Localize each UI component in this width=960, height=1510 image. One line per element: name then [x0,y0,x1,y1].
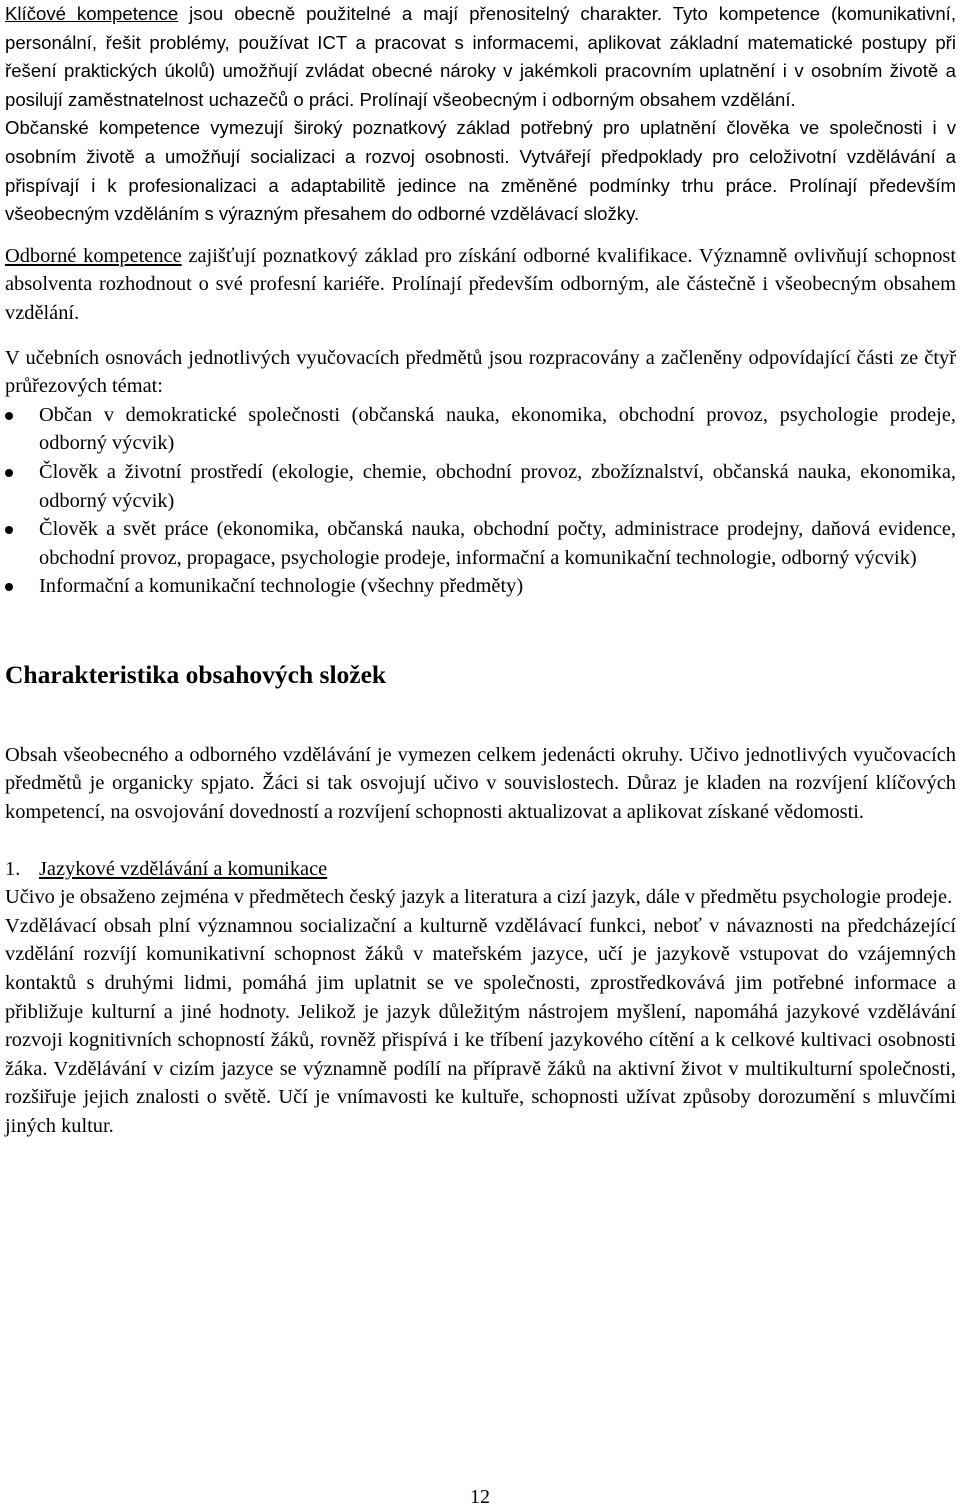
key-competences-term: Klíčové kompetence [5,3,179,24]
professional-competences-term: Odborné kompetence [5,244,182,267]
section-1-title [5,855,956,884]
section-heading: Charakteristika obsahových složek [5,659,387,689]
list-item: Člověk a svět práce (ekonomika, občanská nauka, obchodní počty, administrace prodejny, daňová evidence, obchodní provoz, propagace, psychologie prodeje, informační a komunikační technologie, odborný výcvik) [5,515,956,572]
section-1-paragraph-b: Vzdělávací obsah plní významnou socializační a kulturně vzdělávací funkci, neboť v návaznosti na předcházející vzdělání rozvíjí komunikativní schopnost žáků v mateřském jazyce, učí je jazykově vstupovat do vzájemných kontaktů s druhými lidmi, pomáhá jim uplatnit se ve společnosti, zprostředkovává jim potřebné informace a přibližuje kulturní a jiné hodnoty. Jelikož je jazyk důležitým nástrojem myšlení, napomáhá jazykové vzdělávání rozvoji kognitivních schopností žáků, rovněž přispívá i ke tříbení jazykového cítění a k celkové kultivaci osobnosti žáka. Vzdělávání v cizím jazyce se významně podílí na přípravě žáků na aktivní život v multikulturní společnosti, rozšiřuje jejich znalosti o světě. Učí je vnímavosti ke kultuře, schopnosti užívat způsoby dorozumění s mluvčími jiných kultur. [5,914,956,1137]
bullet-icon [5,583,13,591]
content-paragraph: Obsah všeobecného a odborného vzdělávání je vymezen celkem jedenácti okruhy. Učivo jednotlivých vyučovacích předmětů je organicky spjato. Žáci si tak osvojují učivo v souvislostech. Důraz je kladen na rozvíjení klíčových kompetencí, na osvojování dovedností a rozvíjení schopnosti aktualizovat a aplikovat získané vědomosti. [5,743,956,824]
bullet-icon [5,412,13,420]
section-1-number: 1. [5,857,21,880]
list-item: Informační a komunikační technologie (všechny předměty) [5,572,956,601]
document-page [5,0,956,1141]
civic-competences-paragraph: Občanské kompetence vymezují široký poznatkový základ potřebný pro uplatnění člověka ve společnosti i v osobním životě a umožňují socializaci a rozvoj osobnosti. Vytvářejí předpoklady pro celoživotní vzdělávání a přispívají i k profesionalizaci a adaptabilitě jedince na změněné podmínky trhu práce. Prolínají především všeobecným vzděláním s výrazným přesahem do odborné vzdělávací složky. [5,117,956,225]
cross-themes-list [5,401,956,601]
section-1-title-text: Jazykové vzdělávání a komunikace [39,857,328,880]
bullet-icon [5,469,13,477]
key-competences-paragraph [5,0,956,114]
professional-competences-paragraph [5,242,956,328]
list-item: Občan v demokratické společnosti (občanská nauka, ekonomika, obchodní provoz, psychologie prodeje, odborný výcvik) [5,401,956,458]
section-1-paragraph-a: Učivo je obsaženo zejména v předmětech český jazyk a literatura a cizí jazyk, dále v předmětu psychologie prodeje. [5,886,953,909]
list-item: Člověk a životní prostředí (ekologie, chemie, obchodní provoz, zbožíznalství, občanská nauka, ekonomika, odborný výcvik) [5,458,956,515]
key-competences-text: jsou obecně použitelné a mají přenositelný charakter. Tyto kompetence (komunikativní, personální, řešit problémy, používat ICT a pracovat s informacemi, aplikovat základní matematické postupy při řešení praktických úkolů) umožňují zvládat obecné nároky v jakémkoli pracovním uplatnění i v osobním životě a posilují zaměstnatelnost uchazečů o práci. Prolínají všeobecným i odborným obsahem vzdělání. [5,3,957,110]
bullet-icon [5,526,13,534]
page-number: 12 [470,1486,490,1508]
professional-competences-text: zajišťují poznatkový základ pro získání odborné kvalifikace. Významně ovlivňují schopnost absolventa rozhodnout o své profesní kariéře. Prolínají především odborným, ale částečně i všeobecným obsahem vzdělání. [5,244,956,324]
cross-themes-intro: V učebních osnovách jednotlivých vyučovacích předmětů jsou rozpracovány a začleněny odpovídající části ze čtyř průřezových témat: [5,346,956,398]
